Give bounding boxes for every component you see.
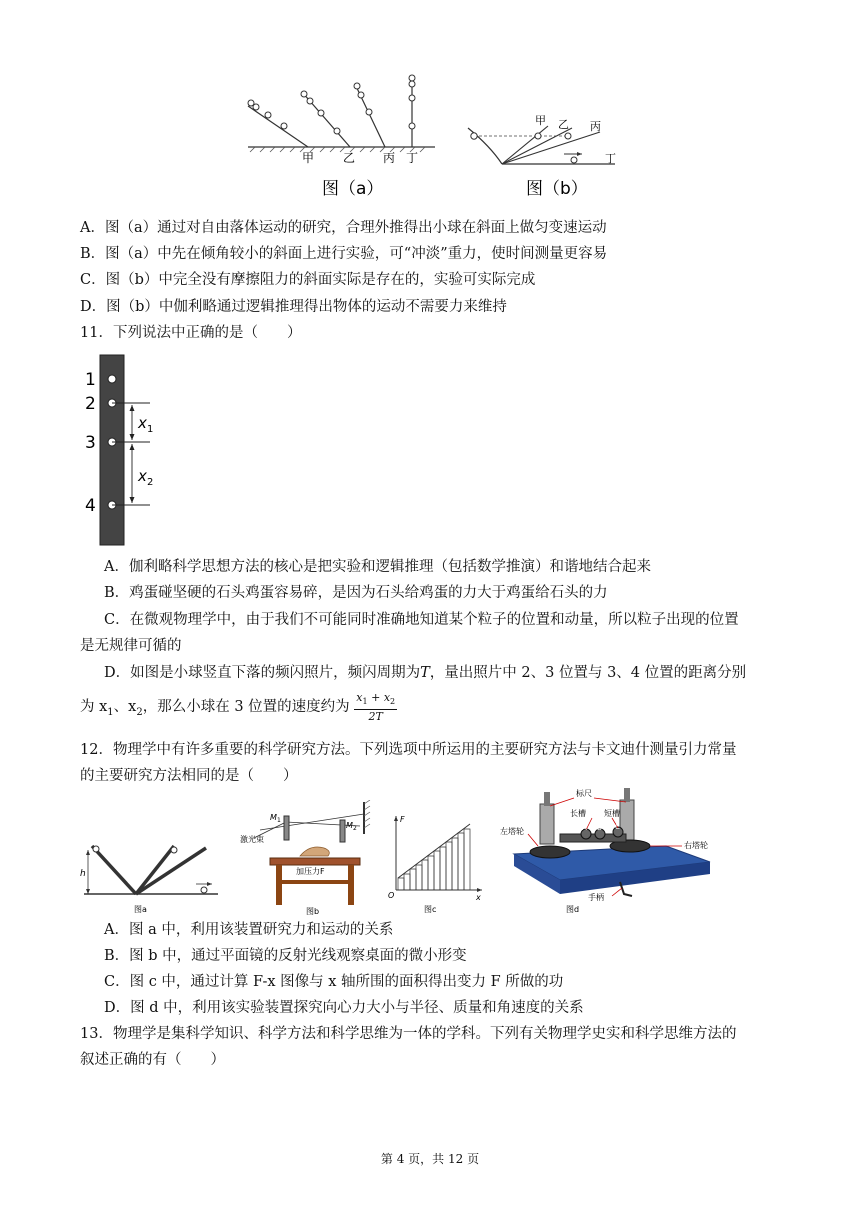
q11-stem: 11．下列说法中正确的是（ ） <box>80 325 302 341</box>
page-footer: 第 4 页，共 12 页 <box>380 1152 480 1166</box>
figure-a <box>240 70 440 200</box>
fig-a-caption: 图（a） <box>322 179 384 199</box>
q12-fig-c-F: F <box>400 815 405 824</box>
q11-fig-x2-sub: 2 <box>147 477 154 488</box>
q12-fig-c-caption: 图c <box>424 905 437 914</box>
q12-option-d: D．图 d 中，利用该实验装置探究向心力大小与半径、质量和角速度的关系 <box>104 1000 584 1016</box>
q12-fig-d-right-wheel: 右塔轮 <box>684 841 708 850</box>
q11-fig-x2: x <box>138 467 147 485</box>
q12-fig-b-m2: M <box>346 821 353 830</box>
q11-option-a: A．伽利略科学思想方法的核心是把实验和逻辑推理（包括数学推演）和谐地结合起来 <box>104 559 651 575</box>
fig-b-label-yi: 乙 <box>558 118 569 131</box>
q11-fig-x1: x <box>138 414 147 432</box>
fig-b-caption: 图（b） <box>526 179 588 199</box>
q12-fig-b-m2-sub: 2 <box>353 825 357 832</box>
q12-option-c: C．图 c 中，通过计算 F-x 图像与 x 轴所围的面积得出变力 F 所做的功 <box>104 974 564 990</box>
q12-fig-b-laser: 激光束 <box>240 835 264 844</box>
q11-option-b: B．鸡蛋碰坚硬的石头鸡蛋容易碎，是因为石头给鸡蛋的力大于鸡蛋给石头的力 <box>104 585 608 601</box>
q12-fig-b-m1: M <box>270 813 277 822</box>
q12-fig-d-handle: 手柄 <box>588 893 604 902</box>
q12-figure-a <box>78 838 220 916</box>
q11-fig-pos-4: 4 <box>85 496 96 516</box>
q11-fig-x1-sub: 1 <box>147 424 154 435</box>
q11-option-c-line2: 是无规律可循的 <box>80 638 182 654</box>
q12-fig-b-force: 加压力F <box>296 867 325 876</box>
q12-fig-d-B: B <box>597 824 602 832</box>
fig-a-label-yi: 乙 <box>343 151 356 165</box>
q10-option-b: B．图（a）中先在倾角较小的斜面上进行实验，可“冲淡”重力，使时间测量更容易 <box>80 246 608 262</box>
q12-fig-b-caption: 图b <box>306 907 320 916</box>
q12-fig-c-x: x <box>476 893 481 902</box>
q11-option-d-line2: 为 $x_1$、$x_2$，那么小球在 3 位置的速度约为 $\frac{x_1 + x_2}{2T}$ <box>80 691 396 723</box>
q12-fig-c-O: O <box>388 891 395 900</box>
q10-option-c: C．图（b）中完全没有摩擦阻力的斜面实际是存在的，实验可实际完成 <box>80 272 536 288</box>
q11-fig-pos-1: 1 <box>85 370 96 390</box>
fig-a-label-bing: 丙 <box>383 151 396 165</box>
fig-b-label-bing: 丙 <box>590 120 601 133</box>
q11-fig-pos-2: 2 <box>85 394 96 414</box>
figure-b <box>460 106 620 202</box>
q12-stem-line1: 12．物理学中有许多重要的科学研究方法。下列选项中所运用的主要研究方法与卡文迪什测量引力常量 <box>80 742 737 758</box>
q12-fig-d-C: C <box>615 823 620 831</box>
q12-fig-d-ruler: 标尺 <box>576 789 592 798</box>
q13-stem-line2: 叙述正确的有（ ） <box>80 1052 225 1068</box>
q10-option-a: A．图（a）通过对自由落体运动的研究，合理外推得出小球在斜面上做匀变速运动 <box>80 220 607 236</box>
q12-fig-b-m1-sub: 1 <box>277 817 281 824</box>
q12-figure-c <box>384 812 488 916</box>
q12-fig-d-short-groove: 短槽 <box>604 809 620 818</box>
q12-stem-line2: 的主要研究方法相同的是（ ） <box>80 768 298 784</box>
q11-fig-pos-3: 3 <box>85 433 96 453</box>
q12-fig-a-caption: 图a <box>134 905 147 914</box>
velocity-fraction: $\frac{x_1 + x_2}{2T}$ <box>356 691 396 723</box>
fig-b-label-jia: 甲 <box>535 114 546 127</box>
q12-option-b: B．图 b 中，通过平面镜的反射光线观察桌面的微小形变 <box>104 948 467 964</box>
q12-figure-b <box>240 800 376 918</box>
q11-strobe-figure <box>80 350 180 550</box>
q12-figure-d <box>500 782 722 918</box>
fig-a-label-ding: 丁 <box>406 151 419 165</box>
q12-fig-d-caption: 图d <box>566 905 580 914</box>
fig-b-label-ding: 丁 <box>605 152 616 165</box>
fig-a-label-jia: 甲 <box>302 151 315 165</box>
q11-option-c-line1: C．在微观物理学中，由于我们不可能同时准确地知道某个粒子的位置和动量，所以粒子出现的位置 <box>104 612 739 628</box>
q11-option-d-line1: D．如图是小球竖直下落的频闪照片，频闪周期为T，量出照片中 2、3 位置与 3、4 位置的距离分别 <box>104 665 747 681</box>
q10-option-d: D．图（b）中伽利略通过逻辑推理得出物体的运动不需要力来维持 <box>80 299 507 315</box>
q13-stem-line1: 13．物理学是集科学知识、科学方法和科学思维为一体的学科。下列有关物理学史实和科学思维方法的 <box>80 1026 737 1042</box>
q12-option-a: A．图 a 中，利用该装置研究力和运动的关系 <box>104 922 394 938</box>
q12-fig-d-left-wheel: 左塔轮 <box>500 827 524 836</box>
q12-fig-a-h: h <box>80 869 86 879</box>
q12-fig-d-long-groove: 长槽 <box>570 809 586 818</box>
q12-fig-d-A: A <box>582 824 587 832</box>
